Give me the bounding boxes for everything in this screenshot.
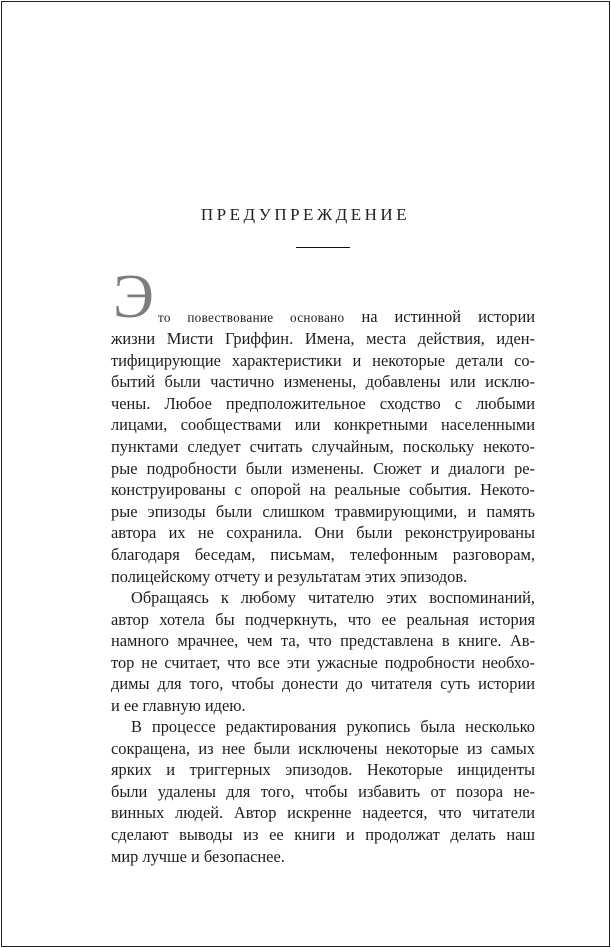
first-text-line [158, 306, 535, 329]
paragraph-line: благодаря беседам, письмам, телефонным разговорам, [111, 544, 535, 564]
drop-cap-letter: Э [113, 263, 154, 331]
paragraph-line: рые подробности были изменены. Сюжет и диалоги ре- [111, 458, 535, 478]
paragraph-line: конструированы с опорой на реальные события. Некото- [111, 480, 535, 500]
paragraph-line: и ее главную идею. [111, 695, 246, 715]
paragraph-line: В процессе редактирования рукопись была несколько [131, 717, 535, 736]
paragraph-line: автор хотела бы подчеркнуть, что ее реальная история [111, 609, 535, 629]
paragraph-line: жизни Мисти Гриффин. Имена, места действия, иден- [111, 329, 535, 348]
paragraph-line: тифицирующие характеристики и некоторые детали со- [111, 350, 535, 370]
paragraph-line: рые эпизоды были слишком травмирующими, и память [111, 501, 535, 521]
paragraph-line: полицейскому отчету и результатам этих эпизодов. [111, 566, 468, 586]
first-line-rest: на истинной истории [361, 307, 535, 326]
paragraph-line: сделают выводы из ее книги и продолжат делать наш [111, 824, 535, 844]
paragraph-line: бытий были частично изменены, добавлены или исклю- [111, 372, 535, 392]
paragraph-line: намного мрачнее, чем та, что представлена в книге. Ав- [111, 631, 535, 651]
paragraph-line: димы для того, чтобы донести до читателя суть истории [111, 674, 535, 694]
paragraph-2 [111, 587, 535, 717]
page-title: ПРЕДУПРЕЖДЕНИЕ [200, 205, 411, 224]
paragraph-line: лицами, сообществами или конкретными населенными [111, 415, 535, 435]
paragraph-line: чены. Любое предположительное сходство с любыми [111, 393, 535, 413]
paragraph-line: пунктами следует считать случайным, поскольку некото- [111, 436, 535, 456]
paragraph-line: мир лучше и безопаснее. [111, 846, 285, 866]
paragraph-line: винных людей. Автор искренне надеется, что читатели [111, 803, 535, 823]
paragraph-line: ярких и триггерных эпизодов. Некоторые инциденты [111, 760, 535, 780]
paragraph-line: были удалены для того, чтобы избавить от позора не- [111, 781, 535, 801]
paragraph-3 [111, 716, 535, 867]
paragraph-line: тор не считает, что все эти ужасные подробности необхо- [111, 652, 535, 672]
paragraph-1 [111, 328, 535, 587]
title-underline-rule [296, 247, 350, 248]
paragraph-line: автора их не сохранила. Они были реконструированы [111, 523, 535, 543]
first-line-small-caps: то повествование основано [158, 310, 345, 325]
paragraph-line: Обращаясь к любому читателю этих воспоминаний, [131, 588, 535, 607]
paragraph-line: сокращена, из нее были исключены некоторые из самых [111, 738, 535, 758]
